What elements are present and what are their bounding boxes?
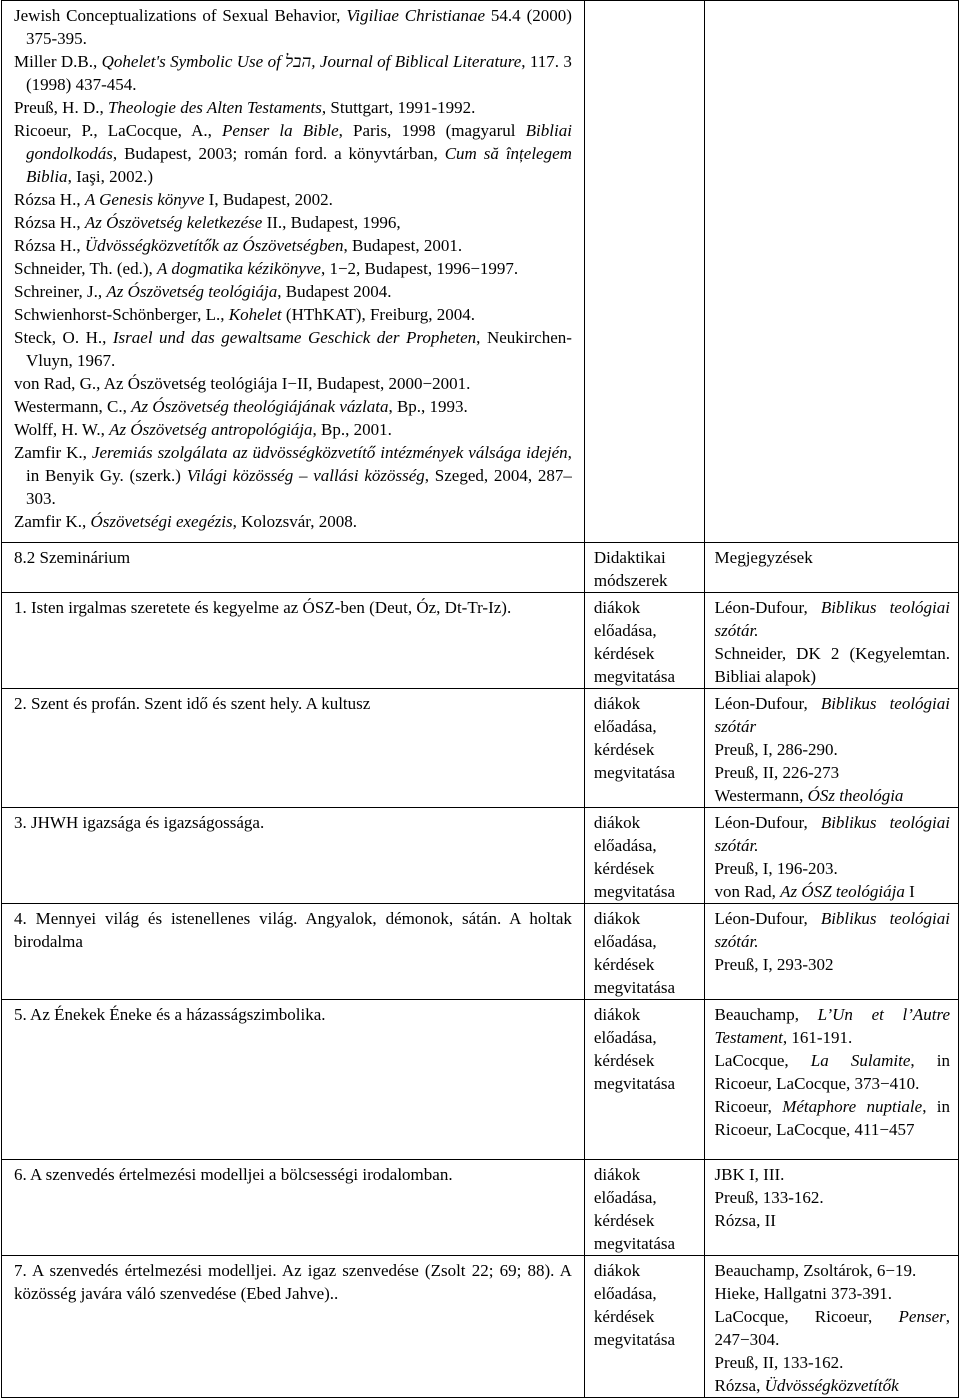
note-line: JBK I, III. (714, 1165, 785, 1184)
seminar-topic: 1. Isten irgalmas szeretete és kegyelme az ÓSZ-ben (Deut, Óz, Dt-Tr-Iz). (2, 593, 585, 689)
note-line: Preuß, I, 286-290. (714, 740, 838, 759)
note-line: Schneider, DK 2 (Kegyelemtan. Bibliai alapok) (714, 644, 950, 686)
reference-item: Zamfir K., Jeremiás szolgálata az üdvösségközvetítő intézmények válsága idején, in Benyik Gy. (szerk.) Világi közösség – vallási közösség, Szeged, 2004, 287–303. (14, 443, 572, 508)
reference-item: Schreiner, J., Az Ószövetség teológiája, Budapest 2004. (14, 282, 392, 301)
note-line: von Rad, Az ÓSZ teológiája I (714, 882, 915, 901)
reference-item: Jewish Conceptualizations of Sexual Behavior, Vigiliae Christianae 54.4 (2000) 375-395. (14, 6, 572, 48)
reference-item: Steck, O. H., Israel und das gewaltsame Geschick der Propheten, Neukirchen-Vluyn, 1967. (14, 328, 572, 370)
note-line: Rózsa, II (714, 1211, 776, 1230)
reference-item: Ricoeur, P., LaCocque, A., Penser la Bible, Paris, 1998 (magyarul Bibliai gondolkodás, Budapest, 2003; román ford. a könyvtárban, Cum să înțelegem Biblia, Iaşi, 2002.) (14, 121, 572, 186)
reference-item: Schwienhorst-Schönberger, L., Kohelet (HThKAT), Freiburg, 2004. (14, 305, 475, 324)
seminar-row (2, 1256, 959, 1398)
note-line: LaCocque, La Sulamite, in Ricoeur, LaCocque, 373−410. (714, 1051, 950, 1093)
methods-header: Didaktikai módszerek (584, 543, 704, 593)
note-line: Léon-Dufour, Biblikus teológiai szótár. (714, 813, 951, 855)
seminar-method: diákok előadása, kérdések megvitatása (584, 904, 704, 1000)
empty-cell (584, 1, 704, 543)
notes-header: Megjegyzések (704, 543, 958, 593)
note-line: Preuß, II, 226-273 (714, 763, 840, 782)
seminar-method: diákok előadása, kérdések megvitatása (584, 1256, 704, 1398)
note-line: Beauchamp, Zsoltárok, 6−19. (714, 1261, 917, 1280)
note-line: Beauchamp, L’Un et l’Autre Testament, 161-191. (714, 1005, 950, 1047)
seminar-row (2, 689, 959, 808)
seminar-body (2, 593, 959, 1398)
seminar-row (2, 1160, 959, 1256)
reference-item: Miller D.B., Qohelet's Symbolic Use of הבל, Journal of Biblical Literature, 117. 3 (1998) 437-454. (14, 52, 572, 94)
seminar-row (2, 808, 959, 904)
note-line: Westermann, ÓSz theológia (714, 786, 904, 805)
seminar-row (2, 904, 959, 1000)
seminar-notes (704, 593, 958, 689)
seminar-method: diákok előadása, kérdések megvitatása (584, 1000, 704, 1160)
seminar-topic: 5. Az Énekek Éneke és a házasságszimbolika. (2, 1000, 585, 1160)
note-line: Preuß, 133-162. (714, 1188, 824, 1207)
seminar-topic: 7. A szenvedés értelmezési modelljei. Az igaz szenvedése (Zsolt 22; 69; 88). A közösség javára váló szenvedése (Ebed Jahve).. (2, 1256, 585, 1398)
reference-item: Rózsa H., Üdvösségközvetítők az Ószövetségben, Budapest, 2001. (14, 236, 463, 255)
reference-item: Westermann, C., Az Ószövetség theológiájának vázlata, Bp., 1993. (14, 397, 468, 416)
note-line: Preuß, II, 133-162. (714, 1353, 844, 1372)
seminar-notes (704, 1000, 958, 1160)
note-line: Léon-Dufour, Biblikus teológiai szótár. (714, 909, 951, 951)
seminar-topic: 4. Mennyei világ és istenellenes világ. Angyalok, démonok, sátán. A holtak birodalma (2, 904, 585, 1000)
reference-item: Preuß, H. D., Theologie des Alten Testaments, Stuttgart, 1991-1992. (14, 98, 476, 117)
seminar-header-row (2, 543, 959, 593)
syllabus-table (1, 0, 959, 1398)
reference-item: Rózsa H., A Genesis könyve I, Budapest, 2002. (14, 190, 333, 209)
seminar-method: diákok előadása, kérdések megvitatása (584, 689, 704, 808)
seminar-notes (704, 808, 958, 904)
note-line: Preuß, I, 293-302 (714, 955, 834, 974)
seminar-notes (704, 689, 958, 808)
seminar-topic: 3. JHWH igazsága és igazságossága. (2, 808, 585, 904)
reference-item: Schneider, Th. (ed.), A dogmatika kézikönyve, 1−2, Budapest, 1996−1997. (14, 259, 519, 278)
note-line: Léon-Dufour, Biblikus teológiai szótár (714, 694, 951, 736)
empty-cell (704, 1, 958, 543)
seminar-notes (704, 904, 958, 1000)
seminar-topic: 6. A szenvedés értelmezési modelljei a bölcsességi irodalomban. (2, 1160, 585, 1256)
note-line: LaCocque, Ricoeur, Penser, 247−304. (714, 1307, 950, 1349)
seminar-row (2, 593, 959, 689)
note-line: Rózsa, Üdvösségközvetítők (714, 1376, 899, 1395)
bibliography-row (2, 1, 959, 543)
seminar-title: 8.2 Szeminárium (2, 543, 585, 593)
reference-item: von Rad, G., Az Ószövetség teológiája I−II, Budapest, 2000−2001. (14, 374, 471, 393)
seminar-notes (704, 1160, 958, 1256)
reference-item: Wolff, H. W., Az Ószövetség antropológiája, Bp., 2001. (14, 420, 392, 439)
bibliography-cell (2, 1, 585, 543)
seminar-method: diákok előadása, kérdések megvitatása (584, 593, 704, 689)
note-line: Hieke, Hallgatni 373-391. (714, 1284, 893, 1303)
reference-item: Rózsa H., Az Ószövetség keletkezése II., Budapest, 1996, (14, 213, 401, 232)
seminar-method: diákok előadása, kérdések megvitatása (584, 808, 704, 904)
note-line: Léon-Dufour, Biblikus teológiai szótár. (714, 598, 951, 640)
note-line: Preuß, I, 196-203. (714, 859, 838, 878)
reference-item: Zamfir K., Ószövetségi exegézis, Kolozsvár, 2008. (14, 512, 358, 531)
reference-list (14, 4, 572, 533)
seminar-topic: 2. Szent és profán. Szent idő és szent hely. A kultusz (2, 689, 585, 808)
note-line: Ricoeur, Métaphore nuptiale, in Ricoeur, LaCocque, 411−457 (714, 1097, 950, 1139)
seminar-method: diákok előadása, kérdések megvitatása (584, 1160, 704, 1256)
seminar-row (2, 1000, 959, 1160)
seminar-notes (704, 1256, 958, 1398)
